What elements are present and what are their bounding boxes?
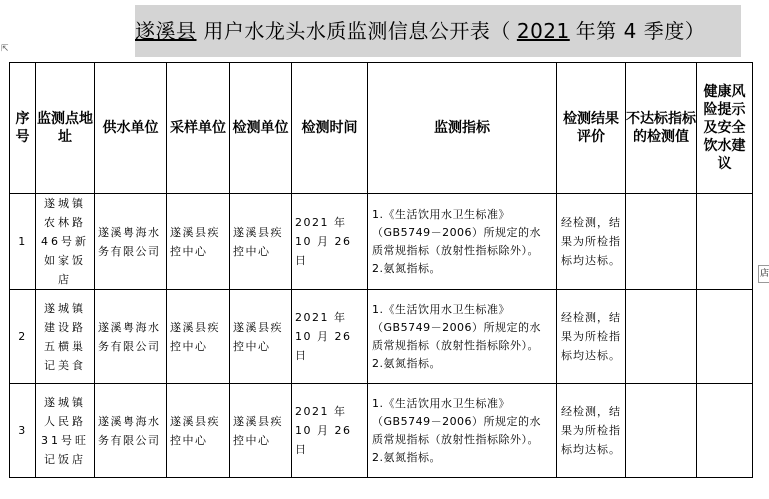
indicator-line: 2.氨氮指标。 (372, 450, 441, 464)
title-year: 2021 (516, 19, 570, 43)
header-failed: 不达标指标的检测值 (626, 63, 697, 194)
cell-supplier: 遂溪粤海水务有限公司 (95, 290, 167, 384)
title-county: 遂溪县 (135, 19, 197, 43)
header-advice: 健康风险提示及安全饮水建议 (697, 63, 753, 194)
cell-supplier: 遂溪粤海水务有限公司 (95, 194, 167, 290)
cell-address: 遂城镇建设路五横巢记美食 (36, 290, 95, 384)
cell-indicator (368, 194, 557, 290)
table-row (10, 194, 753, 290)
cell-result: 经检测，结果为所检指标均达标。 (557, 384, 626, 478)
cell-failed (626, 290, 697, 384)
cell-sampler: 遂溪县疾控中心 (167, 290, 230, 384)
cell-failed (626, 194, 697, 290)
header-sampler: 采样单位 (167, 63, 230, 194)
cell-tester: 遂溪县疾控中心 (230, 194, 292, 290)
cell-time: 2021 年 10 月 26 日 (292, 290, 368, 384)
header-tester: 检测单位 (230, 63, 292, 194)
cell-failed (626, 384, 697, 478)
header-indicator: 监测指标 (368, 63, 557, 194)
cell-address: 遂城镇人民路31号旺记饭店 (36, 384, 95, 478)
cell-time: 2021 年 10 月 26 日 (292, 384, 368, 478)
header-result: 检测结果评价 (557, 63, 626, 194)
header-address: 监测点地址 (36, 63, 95, 194)
cell-advice (697, 384, 753, 478)
indicator-line: 1.《生活饮用水卫生标准》（GB5749－2006）所规定的水质常规指标（放射性指标除外）。 (372, 207, 542, 257)
cell-indicator (368, 290, 557, 384)
table-row (10, 384, 753, 478)
cell-indicator (368, 384, 557, 478)
cell-supplier: 遂溪粤海水务有限公司 (95, 384, 167, 478)
table-row (10, 290, 753, 384)
header-time: 检测时间 (292, 63, 368, 194)
side-char-marker: 店 (758, 265, 769, 283)
cell-index: 1 (10, 194, 36, 290)
indicator-line: 1.《生活饮用水卫生标准》（GB5749－2006）所规定的水质常规指标（放射性指标除外）。 (372, 302, 542, 352)
cell-advice (697, 194, 753, 290)
cell-result: 经检测，结果为所检指标均达标。 (557, 194, 626, 290)
cell-tester: 遂溪县疾控中心 (230, 290, 292, 384)
indicator-line: 1.《生活饮用水卫生标准》（GB5749－2006）所规定的水质常规指标（放射性指标除外）。 (372, 396, 542, 446)
cell-sampler: 遂溪县疾控中心 (167, 194, 230, 290)
title-main: 用户水龙头水质监测信息公开表（ (203, 19, 511, 43)
cell-advice (697, 290, 753, 384)
cell-sampler: 遂溪县疾控中心 (167, 384, 230, 478)
cell-index: 2 (10, 290, 36, 384)
header-index: 序号 (10, 63, 36, 194)
indicator-line: 2.氨氮指标。 (372, 261, 441, 275)
header-supplier: 供水单位 (95, 63, 167, 194)
table-anchor-icon[interactable]: ⇱ (1, 44, 9, 54)
title-tail: 年第 4 季度） (575, 19, 706, 43)
indicator-line: 2.氨氮指标。 (372, 356, 441, 370)
cell-index: 3 (10, 384, 36, 478)
cell-time: 2021 年 10 月 26 日 (292, 194, 368, 290)
cell-address: 遂城镇农林路46号新如家饭店 (36, 194, 95, 290)
water-quality-table (9, 62, 753, 478)
cell-tester: 遂溪县疾控中心 (230, 384, 292, 478)
header-row (10, 63, 753, 194)
page-title (135, 16, 741, 46)
cell-result: 经检测，结果为所检指标均达标。 (557, 290, 626, 384)
